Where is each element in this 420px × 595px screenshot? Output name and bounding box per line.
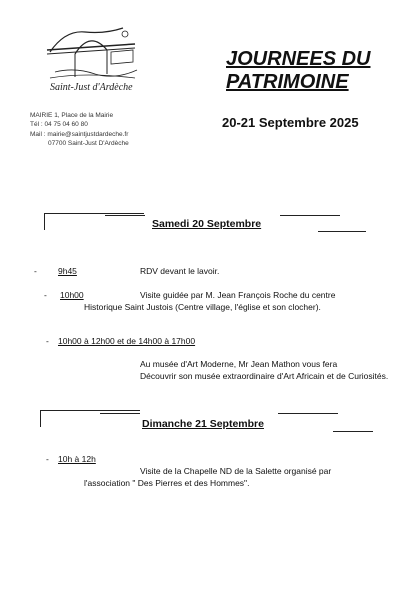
divider: [100, 413, 140, 414]
sunday-heading: Dimanche 21 Septembre: [142, 418, 264, 430]
divider: [280, 215, 340, 216]
email-line: Mail : mairie@saintjustdardeche.fr: [30, 131, 129, 138]
phone-line: Tél : 04 75 04 60 80: [30, 121, 88, 128]
divider: [278, 413, 338, 414]
event-description: Historique Saint Justois (Centre village, l'église et son clocher).: [84, 302, 321, 312]
event-title-line-1: JOURNEES DU: [226, 48, 371, 70]
divider: [44, 213, 45, 230]
saturday-heading: Samedi 20 Septembre: [152, 218, 262, 230]
bullet: -: [46, 454, 49, 464]
bullet: -: [46, 336, 49, 346]
bullet: -: [34, 266, 37, 276]
divider: [105, 215, 145, 216]
event-dates: 20-21 Septembre 2025: [222, 115, 359, 130]
postal-line: 07700 Saint-Just D'Ardèche: [48, 140, 129, 147]
bridge-logo-icon: [45, 22, 140, 84]
event-description: Visite de la Chapelle ND de la Salette organisé par: [140, 466, 332, 476]
event-time: 10h00 à 12h00 et de 14h00 à 17h00: [58, 336, 196, 346]
divider: [44, 213, 144, 214]
logo-text: Saint-Just d'Ardèche: [50, 82, 133, 93]
event-description: Au musée d'Art Moderne, Mr Jean Mathon vous fera: [140, 359, 338, 369]
divider: [333, 431, 373, 432]
event-time: 9h45: [58, 266, 77, 276]
address-line: MAIRIE 1, Place de la Mairie: [30, 112, 114, 119]
event-title-line-2: PATRIMOINE: [226, 71, 349, 93]
event-description: Découvrir son musée extraordinaire d'Art Africain et de Curiosités.: [140, 371, 389, 381]
event-description: RDV devant le lavoir.: [140, 266, 220, 276]
event-description: Visite guidée par M. Jean François Roche du centre: [140, 290, 336, 300]
event-time: 10h à 12h: [58, 454, 96, 464]
divider: [318, 231, 366, 232]
event-time: 10h00: [60, 290, 84, 300]
divider: [40, 410, 41, 427]
bullet: -: [44, 290, 47, 300]
divider: [40, 410, 140, 411]
event-description: l'association " Des Pierres et des Hommes".: [84, 478, 250, 488]
